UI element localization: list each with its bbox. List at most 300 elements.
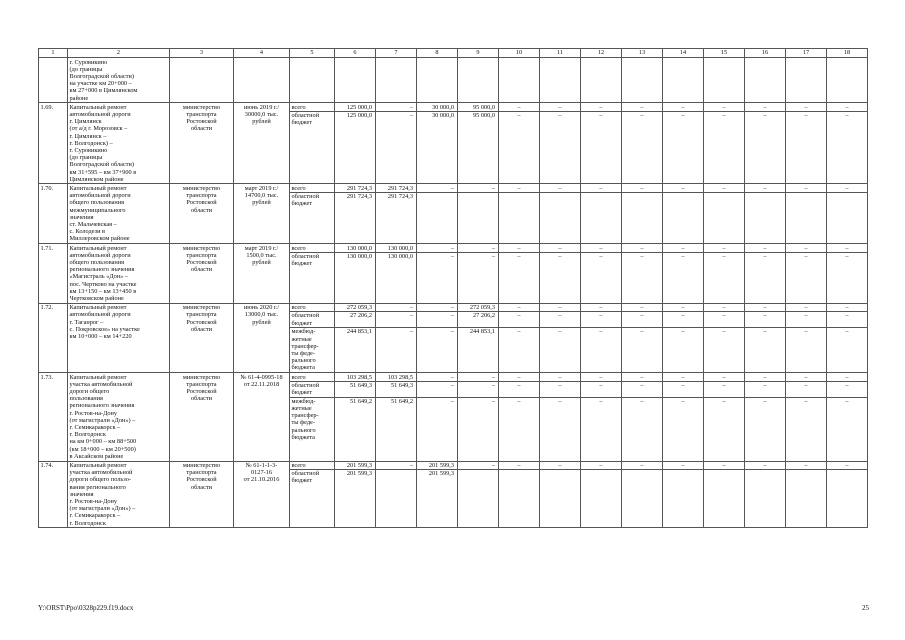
cell-line — [419, 59, 455, 66]
cell-line: – — [517, 184, 521, 192]
table-cell-col-7 — [376, 303, 417, 372]
cell-line: – — [745, 252, 785, 260]
table-cell-col-14 — [663, 303, 704, 372]
cell-line: – — [704, 381, 744, 397]
cell-line: – — [450, 184, 454, 192]
cell-line: 244 853,1 — [335, 327, 375, 335]
cell-line: 95 000,0 — [458, 111, 498, 119]
table-cell-col-9 — [458, 58, 499, 103]
table-cell-col-14 — [663, 244, 704, 304]
cell-line: – — [581, 252, 621, 260]
cell-line: – — [786, 381, 826, 397]
cell-line: областной бюджет — [290, 192, 334, 207]
table-cell-col-4 — [234, 303, 290, 372]
table-cell-col-6 — [335, 58, 376, 103]
cell-line: 272 059,3 — [469, 304, 495, 312]
table-cell-col-12 — [581, 373, 622, 461]
cell-line: – — [745, 311, 785, 327]
table-cell-col-1 — [39, 373, 68, 461]
document-file-path: Y:\ORST\Ppo\0328p229.f19.docx — [38, 604, 134, 612]
table-cell-col-3 — [170, 184, 234, 244]
table-cell-col-13 — [622, 58, 663, 103]
cell-line: – — [558, 373, 562, 381]
cell-line: – — [540, 381, 580, 397]
table-cell-col-10 — [499, 103, 540, 184]
cell-line: – — [581, 311, 621, 327]
table-cell-col-14 — [663, 103, 704, 184]
cell-line — [663, 469, 703, 477]
table-cell-col-13 — [622, 244, 663, 304]
table-cell-col-2 — [68, 103, 170, 184]
column-number-10: 10 — [499, 49, 540, 58]
cell-line — [540, 192, 580, 200]
table-cell-col-1 — [39, 184, 68, 244]
cell-line: – — [499, 397, 539, 405]
cell-line: министерство транспорта Ростовской области — [182, 244, 221, 274]
cell-line: – — [681, 103, 685, 111]
table-cell-col-7 — [376, 373, 417, 461]
table-cell-col-4 — [234, 58, 290, 103]
cell-line: – — [745, 397, 785, 405]
cell-line: 103 298,5 — [346, 373, 372, 381]
table-cell-col-5 — [290, 373, 335, 461]
cell-line: – — [558, 244, 562, 252]
column-number-18: 18 — [827, 49, 868, 58]
cell-line: – — [722, 304, 726, 312]
cell-line: – — [681, 184, 685, 192]
cell-line: 201 599,3 — [335, 469, 375, 477]
table-cell-col-15 — [704, 184, 745, 244]
table-cell-col-9 — [458, 244, 499, 304]
cell-line: – — [745, 381, 785, 397]
table-cell-col-18 — [827, 373, 868, 461]
table-cell-col-9 — [458, 461, 499, 528]
table-cell-col-4 — [234, 244, 290, 304]
cell-line: 130 000,0 — [335, 252, 375, 260]
table-cell-col-5 — [290, 184, 335, 244]
column-number-13: 13 — [622, 49, 663, 58]
table-cell-col-13 — [622, 461, 663, 528]
table-cell-col-1 — [39, 461, 68, 528]
table-cell-col-10 — [499, 373, 540, 461]
table-cell-col-17 — [786, 103, 827, 184]
cell-line: – — [804, 103, 808, 111]
table-cell-col-2 — [68, 303, 170, 372]
cell-line: – — [458, 397, 498, 405]
table-cell-col-3 — [170, 103, 234, 184]
table-cell-col-4 — [234, 184, 290, 244]
cell-line: 244 853,1 — [458, 327, 498, 335]
table-cell-col-9 — [458, 103, 499, 184]
table-cell-col-12 — [581, 461, 622, 528]
cell-line — [542, 59, 579, 66]
cell-line: – — [827, 381, 867, 397]
cell-line — [786, 192, 826, 200]
table-cell-col-16 — [745, 184, 786, 244]
cell-line — [624, 59, 661, 66]
cell-line: министерство транспорта Ростовской области — [182, 184, 221, 214]
table-cell-col-6 — [335, 461, 376, 528]
cell-line: – — [581, 327, 621, 335]
cell-line: – — [599, 373, 603, 381]
column-number-7: 7 — [376, 49, 417, 58]
cell-line: – — [599, 184, 603, 192]
cell-line: – — [827, 252, 867, 260]
table-row — [39, 244, 868, 304]
cell-line — [378, 59, 414, 66]
cell-line — [747, 59, 784, 66]
cell-line: Капитальный ремонт автомобильной дороги общего пользования регионального значения «Магистраль «Дон» – пос. Чертково на участке км 13+150 – км 13+450 в Чертковском районе — [69, 244, 137, 302]
table-cell-col-11 — [540, 103, 581, 184]
cell-line: – — [681, 304, 685, 312]
table-cell-col-6 — [335, 244, 376, 304]
cell-line: министерство транспорта Ростовской области — [182, 462, 221, 491]
cell-line: – — [499, 381, 539, 397]
table-cell-col-8 — [417, 244, 458, 304]
table-cell-col-15 — [704, 303, 745, 372]
table-cell-col-8 — [417, 373, 458, 461]
cell-line — [663, 192, 703, 200]
column-number-12: 12 — [581, 49, 622, 58]
table-row — [39, 184, 868, 244]
column-number-5: 5 — [290, 49, 335, 58]
cell-line: – — [450, 304, 454, 312]
cell-line: – — [745, 111, 785, 119]
cell-line: – — [845, 304, 849, 312]
cell-line: – — [450, 373, 454, 381]
cell-line: 51 649,2 — [376, 397, 416, 405]
table-cell-col-16 — [745, 373, 786, 461]
cell-line: – — [417, 327, 457, 335]
cell-line: – — [704, 327, 744, 335]
cell-line: – — [763, 304, 767, 312]
cell-line: 291 724,3 — [346, 184, 372, 192]
cell-line: – — [417, 311, 457, 327]
cell-line: – — [663, 252, 703, 260]
table-cell-col-12 — [581, 244, 622, 304]
cell-line: областной бюджет — [290, 252, 334, 267]
cell-line: – — [704, 397, 744, 405]
cell-line: – — [558, 184, 562, 192]
cell-line: март 2019 г./ 14700,0 тыс. рублей — [244, 184, 279, 207]
cell-line: министерство транспорта Ростовской области — [182, 373, 221, 403]
table-cell-col-15 — [704, 244, 745, 304]
table-cell-col-17 — [786, 58, 827, 103]
table-cell-col-4 — [234, 373, 290, 461]
cell-line: 130 000,0 — [387, 244, 413, 252]
table-cell-col-8 — [417, 461, 458, 528]
cell-line: министерство транспорта Ростовской области — [182, 103, 221, 133]
cell-line: – — [376, 311, 416, 327]
table-cell-col-5 — [290, 461, 335, 528]
cell-line: – — [409, 304, 413, 312]
cell-line: Капитальный ремонт участка автомобильной дороги общего пользования регионального значения г. Ростов-на-Дону (от магистрали «Дон») – г. Семикаракорск – г. Волгодонск на км 0+000 – км 88+500 (км 18+000 – км 20+500) в Аксайском районе — [69, 373, 137, 460]
cell-line: 51 649,3 — [376, 381, 416, 397]
cell-line — [745, 469, 785, 477]
cell-line: областной бюджет — [290, 311, 334, 327]
cell-line — [622, 469, 662, 477]
cell-line — [41, 59, 66, 66]
cell-line — [704, 192, 744, 200]
cell-line: – — [499, 111, 539, 119]
cell-line: – — [417, 252, 457, 260]
table-cell-col-5 — [290, 103, 335, 184]
cell-line: – — [845, 244, 849, 252]
cell-line: – — [540, 327, 580, 335]
cell-line: – — [681, 462, 685, 470]
cell-line: – — [763, 373, 767, 381]
cell-line: – — [722, 462, 726, 470]
cell-line: – — [581, 111, 621, 119]
table-cell-col-11 — [540, 244, 581, 304]
table-row — [39, 373, 868, 461]
cell-line — [458, 469, 498, 477]
cell-line: – — [763, 462, 767, 470]
table-cell-col-10 — [499, 184, 540, 244]
table-cell-col-15 — [704, 461, 745, 528]
table-cell-col-10 — [499, 461, 540, 528]
cell-line: – — [417, 397, 457, 405]
column-number-17: 17 — [786, 49, 827, 58]
cell-line — [501, 59, 538, 66]
cell-line: – — [622, 111, 662, 119]
cell-line: – — [540, 111, 580, 119]
table-cell-col-15 — [704, 58, 745, 103]
cell-line: – — [409, 103, 413, 111]
table-cell-col-18 — [827, 461, 868, 528]
cell-line: – — [622, 381, 662, 397]
cell-line: всего — [291, 184, 306, 192]
table-cell-col-11 — [540, 303, 581, 372]
cell-line: всего — [291, 244, 306, 252]
table-cell-col-7 — [376, 103, 417, 184]
cell-line — [581, 469, 621, 477]
cell-line: – — [663, 381, 703, 397]
cell-line: – — [599, 462, 603, 470]
cell-line — [499, 192, 539, 200]
cell-line: – — [804, 462, 808, 470]
table-cell-col-6 — [335, 373, 376, 461]
cell-line: – — [417, 381, 457, 397]
table-cell-col-9 — [458, 303, 499, 372]
table-row — [39, 461, 868, 528]
column-number-8: 8 — [417, 49, 458, 58]
cell-line: 27 206,2 — [335, 311, 375, 327]
table-cell-col-7 — [376, 58, 417, 103]
cell-line: – — [786, 111, 826, 119]
cell-line: – — [745, 327, 785, 335]
table-cell-col-1 — [39, 244, 68, 304]
cell-line: – — [517, 462, 521, 470]
cell-line: – — [845, 184, 849, 192]
cell-line: 95 000,0 — [472, 103, 495, 111]
cell-line: – — [599, 244, 603, 252]
cell-line: 125 000,0 — [346, 103, 372, 111]
cell-line — [788, 59, 825, 66]
cell-line: № 61-1-1-3- 0127-16 от 21.10.2016 — [243, 462, 280, 484]
cell-line: июнь 2019 г./ 30000,0 тыс. рублей — [243, 103, 280, 126]
column-number-9: 9 — [458, 49, 499, 58]
cell-line — [665, 59, 702, 66]
cell-line: – — [763, 184, 767, 192]
cell-line: – — [499, 311, 539, 327]
cell-line: – — [704, 252, 744, 260]
cell-line: всего — [291, 462, 306, 470]
cell-line: – — [722, 103, 726, 111]
cell-line: всего — [291, 103, 306, 111]
cell-line: 30 000,0 — [431, 103, 454, 111]
cell-line: – — [491, 462, 495, 470]
cell-line: – — [804, 304, 808, 312]
cell-line: – — [681, 373, 685, 381]
cell-line: – — [491, 184, 495, 192]
table-cell-col-18 — [827, 58, 868, 103]
table-cell-col-9 — [458, 373, 499, 461]
table-cell-col-3 — [170, 461, 234, 528]
cell-line — [581, 192, 621, 200]
cell-line: 272 059,3 — [346, 304, 372, 312]
table-cell-col-16 — [745, 103, 786, 184]
cell-line — [172, 59, 232, 66]
table-cell-col-6 — [335, 303, 376, 372]
table-cell-col-16 — [745, 58, 786, 103]
cell-line: – — [499, 327, 539, 335]
cell-line — [499, 469, 539, 477]
cell-line: – — [786, 327, 826, 335]
cell-line: 1.74. — [40, 462, 54, 470]
cell-line: – — [663, 311, 703, 327]
cell-line: – — [540, 397, 580, 405]
cell-line: 30 000,0 — [417, 111, 457, 119]
table-cell-col-18 — [827, 244, 868, 304]
cell-line — [417, 192, 457, 200]
table-cell-col-1 — [39, 58, 68, 103]
cell-line — [583, 59, 620, 66]
table-cell-col-17 — [786, 303, 827, 372]
table-cell-col-8 — [417, 184, 458, 244]
cell-line: 51 649,2 — [335, 397, 375, 405]
cell-line: № 61-4-0995-18 от 22.11.2018 — [240, 373, 283, 388]
cell-line: – — [540, 311, 580, 327]
table-cell-col-14 — [663, 184, 704, 244]
cell-line: – — [517, 373, 521, 381]
cell-line: г. Суровикино (до границы Волгоградской области) на участке км 20+000 – км 27+000 в Цимлянском районе — [69, 58, 138, 102]
table-cell-col-17 — [786, 373, 827, 461]
table-cell-col-7 — [376, 461, 417, 528]
cell-line: – — [804, 244, 808, 252]
cell-line: – — [640, 184, 644, 192]
table-cell-col-11 — [540, 461, 581, 528]
cell-line: всего — [291, 304, 306, 312]
column-number-4: 4 — [234, 49, 290, 58]
cell-line: – — [540, 252, 580, 260]
cell-line: – — [640, 304, 644, 312]
table-cell-col-2 — [68, 461, 170, 528]
cell-line: – — [704, 111, 744, 119]
table-cell-col-17 — [786, 244, 827, 304]
table-cell-col-13 — [622, 103, 663, 184]
cell-line: 130 000,0 — [346, 244, 372, 252]
cell-line: – — [517, 244, 521, 252]
table-cell-col-14 — [663, 461, 704, 528]
cell-line — [292, 59, 333, 66]
cell-line — [458, 192, 498, 200]
cell-line: областной бюджет — [290, 111, 334, 126]
cell-line: межбюд- жетные трансфер- ты феде- рального бюджета — [290, 397, 334, 441]
cell-line — [745, 192, 785, 200]
cell-line: – — [376, 111, 416, 119]
table-cell-col-14 — [663, 58, 704, 103]
table-cell-col-2 — [68, 58, 170, 103]
column-number-2: 2 — [68, 49, 170, 58]
table-cell-col-15 — [704, 373, 745, 461]
table-cell-col-18 — [827, 103, 868, 184]
table-cell-col-4 — [234, 461, 290, 528]
table-cell-col-10 — [499, 58, 540, 103]
table-body — [39, 58, 868, 528]
table-cell-col-5 — [290, 303, 335, 372]
cell-line: – — [804, 373, 808, 381]
column-number-6: 6 — [335, 49, 376, 58]
cell-line: – — [640, 373, 644, 381]
column-number-1: 1 — [39, 49, 68, 58]
cell-line: – — [458, 381, 498, 397]
cell-line: – — [786, 311, 826, 327]
cell-line: 1.73. — [40, 373, 54, 381]
cell-line: – — [640, 462, 644, 470]
cell-line: – — [663, 111, 703, 119]
cell-line: 291 724,3 — [387, 184, 413, 192]
table-cell-col-7 — [376, 184, 417, 244]
cell-line: всего — [291, 373, 306, 381]
table-cell-col-12 — [581, 303, 622, 372]
table-cell-col-3 — [170, 58, 234, 103]
table-cell-col-13 — [622, 303, 663, 372]
cell-line: – — [622, 311, 662, 327]
table-cell-col-16 — [745, 461, 786, 528]
table-cell-col-8 — [417, 303, 458, 372]
table-row — [39, 58, 868, 103]
cell-line: Капитальный ремонт участка автомобильной дороги общего пользо- вания регионального значения г. Ростов-на-Дону (от магистрали «Дон») – г. Семикаракорск – г. Волгодонск — [69, 462, 136, 527]
cell-line: 1.71. — [40, 244, 54, 252]
table-cell-col-13 — [622, 184, 663, 244]
table-cell-col-10 — [499, 303, 540, 372]
cell-line: – — [663, 327, 703, 335]
cell-line — [376, 469, 416, 477]
cell-line: – — [845, 373, 849, 381]
cell-line: 291 724,3 — [335, 192, 375, 200]
cell-line: – — [517, 103, 521, 111]
cell-line: – — [491, 244, 495, 252]
table-cell-col-3 — [170, 373, 234, 461]
cell-line: министерство транспорта Ростовской области — [182, 304, 221, 333]
cell-line: – — [581, 381, 621, 397]
cell-line: – — [499, 252, 539, 260]
cell-line — [460, 59, 496, 66]
table-cell-col-18 — [827, 303, 868, 372]
column-number-15: 15 — [704, 49, 745, 58]
table-cell-col-17 — [786, 461, 827, 528]
table-cell-col-8 — [417, 58, 458, 103]
table-cell-col-15 — [704, 103, 745, 184]
cell-line: – — [599, 103, 603, 111]
column-number-3: 3 — [170, 49, 234, 58]
cell-line: – — [491, 373, 495, 381]
cell-line — [622, 192, 662, 200]
cell-line: – — [827, 111, 867, 119]
cell-line: – — [827, 311, 867, 327]
table-cell-col-18 — [827, 184, 868, 244]
